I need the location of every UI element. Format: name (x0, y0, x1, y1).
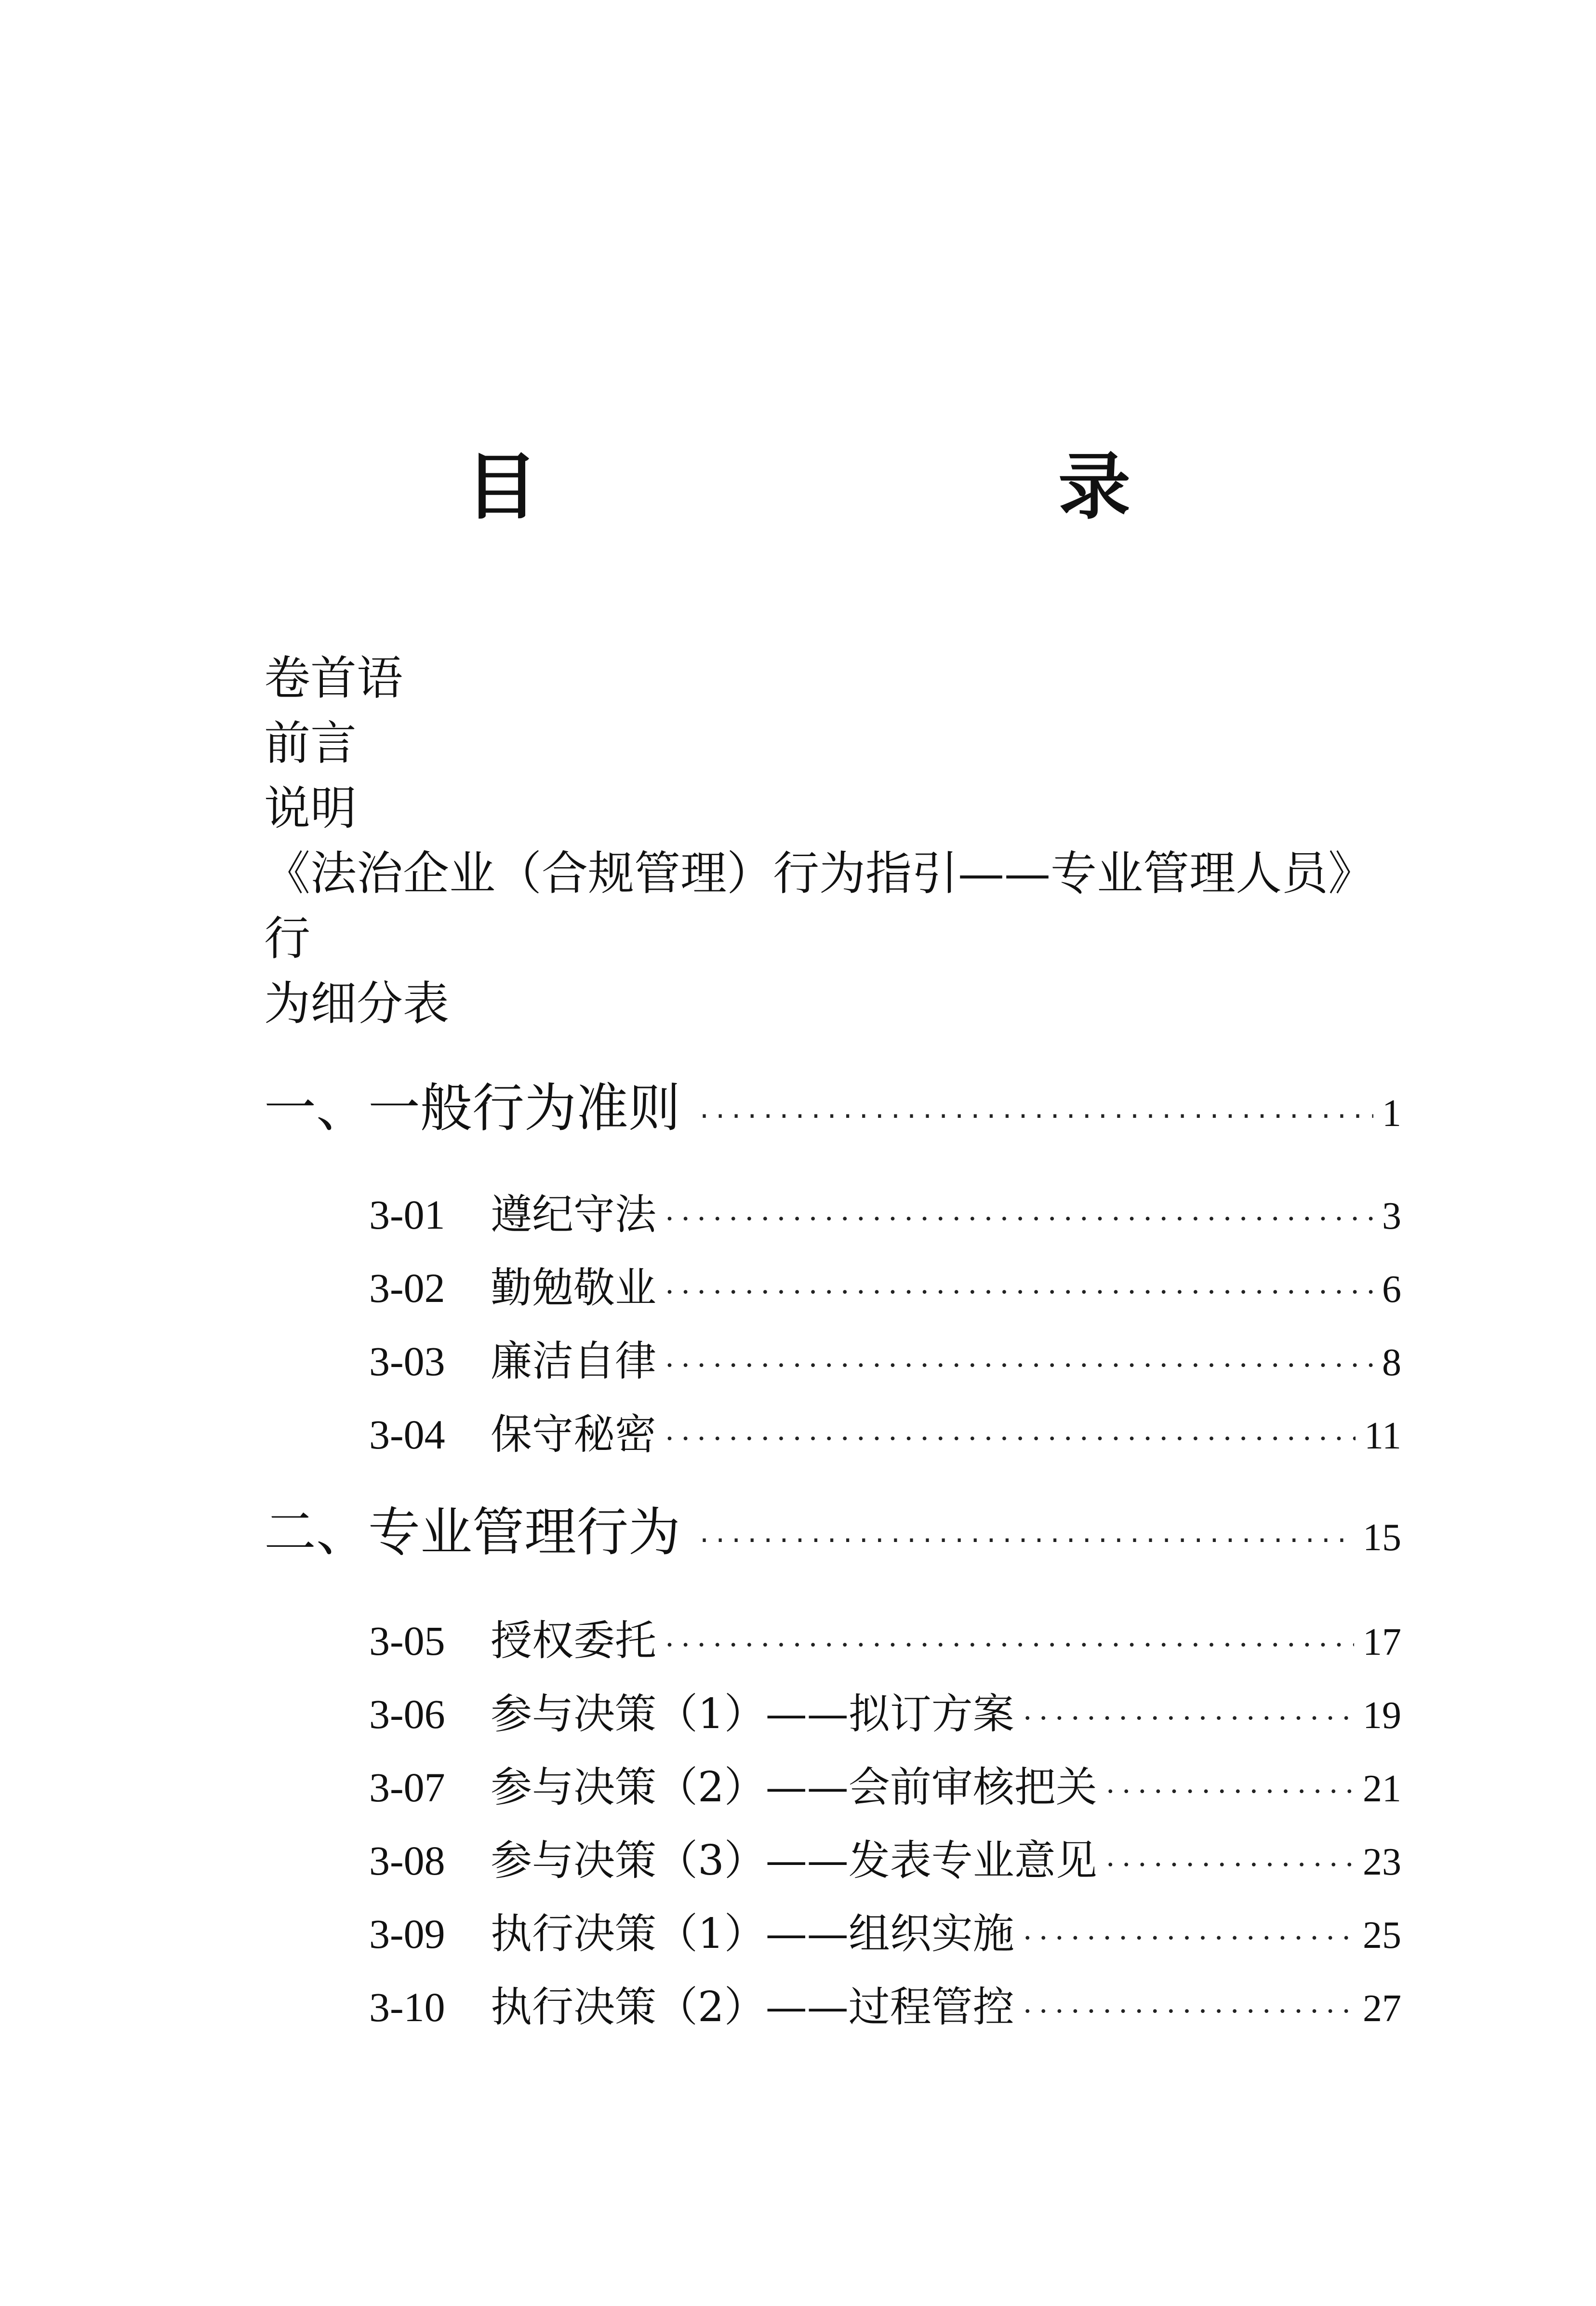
entry-title: 廉洁自律 (491, 1337, 656, 1385)
dot-leader (665, 1263, 1373, 1321)
toc-entry[interactable] (369, 1978, 1401, 2040)
entry-code: 3-07 (369, 1764, 445, 1810)
entry-title: 遵纪守法 (491, 1191, 656, 1239)
page-number: 17 (1363, 1621, 1401, 1663)
entry-code: 3-03 (369, 1338, 445, 1384)
page-number: 15 (1363, 1516, 1401, 1559)
entry-title: 勤勉敬业 (491, 1264, 656, 1312)
dot-leader (665, 1410, 1356, 1468)
page-number: 25 (1363, 1914, 1401, 1957)
entry-code: 3-05 (369, 1618, 445, 1664)
dot-leader (1106, 1763, 1354, 1821)
front-matter-item[interactable]: 说明 (264, 781, 357, 835)
toc-entry[interactable] (369, 1685, 1401, 1747)
front-matter-item[interactable]: 前言 (264, 716, 357, 770)
page-number: 6 (1382, 1268, 1401, 1311)
dot-leader (1023, 1689, 1354, 1747)
toc-entry[interactable] (369, 1186, 1401, 1248)
dot-leader (665, 1616, 1354, 1674)
dot-leader (665, 1190, 1373, 1248)
page-number: 19 (1363, 1694, 1401, 1737)
entry-code: 3-02 (369, 1265, 445, 1311)
toc-entry[interactable] (369, 1332, 1401, 1394)
front-matter-item[interactable]: 为细分表 (264, 977, 449, 1031)
toc-entry[interactable] (369, 1758, 1401, 1821)
dot-leader (700, 1507, 1354, 1574)
entry-code: 3-10 (369, 1984, 445, 2030)
toc-entry[interactable] (369, 1612, 1401, 1674)
section-title: 一、一般行为准则 (264, 1078, 681, 1139)
page-number: 1 (1382, 1092, 1401, 1135)
entry-code: 3-04 (369, 1411, 445, 1458)
entry-code: 3-08 (369, 1837, 445, 1884)
front-matter (264, 646, 1401, 1036)
dot-leader (1106, 1836, 1354, 1894)
dot-leader (1023, 1909, 1354, 1967)
toc-entry[interactable] (369, 1832, 1401, 1894)
dot-leader (665, 1337, 1373, 1394)
entry-title: 参与决策（3）——发表专业意见 (491, 1837, 1097, 1885)
page-number: 3 (1382, 1195, 1401, 1237)
page-number: 11 (1364, 1415, 1401, 1457)
entry-title: 参与决策（1）——拟订方案 (491, 1690, 1014, 1738)
page-number: 21 (1363, 1768, 1401, 1810)
entry-title: 执行决策（2）——过程管控 (491, 1983, 1014, 2031)
front-matter-item[interactable]: 卷首语 (264, 651, 403, 705)
entry-code: 3-06 (369, 1691, 445, 1737)
toc-entry[interactable] (369, 1259, 1401, 1321)
page-number: 27 (1363, 1987, 1401, 2030)
toc-entry[interactable] (369, 1406, 1401, 1468)
front-matter-item[interactable]: 《法治企业（合规管理）行为指引——专业管理人员》行 (264, 846, 1374, 965)
page-title: 目 录 (465, 444, 1256, 529)
dot-leader (1023, 1983, 1354, 2040)
entry-title: 参与决策（2）——会前审核把关 (491, 1763, 1097, 1811)
page-number: 23 (1363, 1841, 1401, 1883)
toc-entry[interactable] (369, 1905, 1401, 1967)
toc-section-heading[interactable] (264, 1499, 1401, 1574)
dot-leader (700, 1083, 1373, 1150)
toc-section-heading[interactable] (264, 1075, 1401, 1150)
entry-title: 保守秘密 (491, 1410, 656, 1459)
section-title: 二、专业管理行为 (264, 1502, 681, 1563)
page-number: 8 (1382, 1341, 1401, 1384)
entry-code: 3-01 (369, 1192, 445, 1238)
entry-title: 执行决策（1）——组织实施 (491, 1910, 1014, 1958)
entry-title: 授权委托 (491, 1617, 656, 1665)
entry-code: 3-09 (369, 1911, 445, 1957)
